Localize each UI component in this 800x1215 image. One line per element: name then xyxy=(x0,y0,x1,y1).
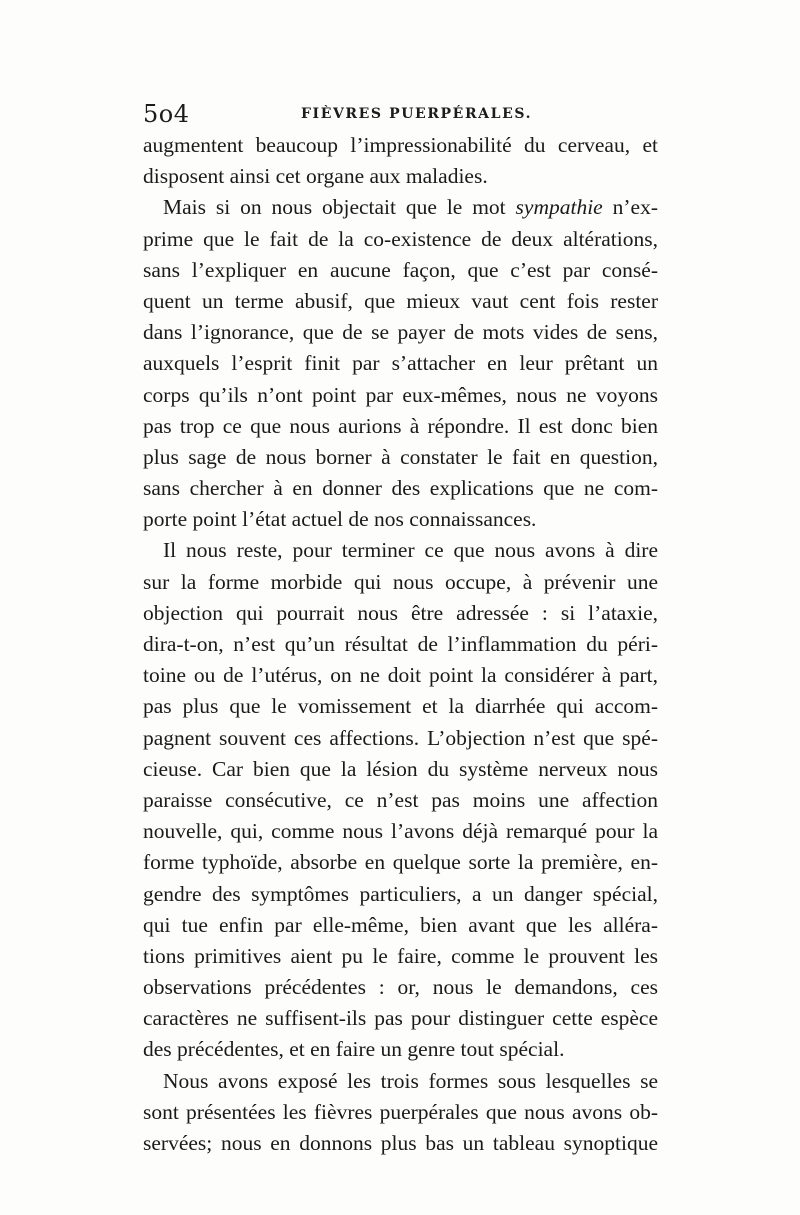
text-line: toine ou de l’utérus, on ne doit point la considérer à part, xyxy=(143,663,658,688)
text-line: Nous avons exposé les trois formes sous lesquelles se xyxy=(163,1068,658,1093)
running-head xyxy=(143,100,658,134)
text-line: objection qui pourrait nous être adressée : si l’ataxie, xyxy=(143,600,658,625)
text-line: qui tue enfin par elle-même, bien avant que les alléra- xyxy=(143,912,658,937)
page-number: 5o4 xyxy=(143,100,190,128)
text-line: auxquels l’esprit finit par s’attacher en leur prêtant un xyxy=(143,351,658,376)
text-line: prime que le fait de la co-existence de deux altérations, xyxy=(143,226,658,251)
text-line: dans l’ignorance, que de se payer de mots vides de sens, xyxy=(143,320,658,345)
text-line: plus sage de nous borner à constater le fait en question, xyxy=(143,444,658,469)
italic-word: sympathie xyxy=(515,195,603,220)
text-line: disposent ainsi cet organe aux maladies. xyxy=(143,164,488,189)
text-line: observations précédentes : or, nous le demandons, ces xyxy=(143,975,658,1000)
text-line: des précédentes, et en faire un genre tout spécial. xyxy=(143,1037,565,1062)
text-line: caractères ne suffisent-ils pas pour distinguer cette espèce xyxy=(143,1006,658,1031)
text-line: servées; nous en donnons plus bas un tableau synoptique xyxy=(143,1131,658,1155)
running-title: FIÈVRES PUERPÉRALES. xyxy=(301,106,533,122)
text-line: pas trop ce que nous aurions à répondre. Il est donc bien xyxy=(143,413,658,438)
text-segment: Mais si on nous objectait que le mot xyxy=(163,195,516,220)
text-line: tions primitives aient pu le faire, comme le prouvent les xyxy=(143,943,658,968)
text-line: Il nous reste, pour terminer ce que nous avons à dire xyxy=(163,538,658,563)
text-line: pas plus que le vomissement et la diarrhée qui accom- xyxy=(143,694,658,719)
text-line: sans chercher à en donner des explications que ne com- xyxy=(143,476,658,501)
text-line xyxy=(143,192,658,223)
text-line: sur la forme morbide qui nous occupe, à prévenir une xyxy=(143,569,658,594)
text-line: sans l’expliquer en aucune façon, que c’est par consé- xyxy=(143,257,658,282)
text-line: forme typhoïde, absorbe en quelque sorte la première, en- xyxy=(143,850,658,875)
text-line: porte point l’état actuel de nos connaissances. xyxy=(143,507,537,532)
text-line: quent un terme abusif, que mieux vaut cent fois rester xyxy=(143,288,658,313)
text-line: corps qu’ils n’ont point par eux-mêmes, nous ne voyons xyxy=(143,382,658,407)
body-text xyxy=(143,130,658,1159)
text-line: gendre des symptômes particuliers, a un danger spécial, xyxy=(143,881,658,906)
text-line: sont présentées les fièvres puerpérales que nous avons ob- xyxy=(143,1099,658,1124)
text-line: paraisse consécutive, ce n’est pas moins une affection xyxy=(143,787,658,812)
text-line: nouvelle, qui, comme nous l’avons déjà remarqué pour la xyxy=(143,819,658,844)
text-line: augmentent beaucoup l’impressionabilité du cerveau, et xyxy=(143,133,658,157)
text-line: pagnent souvent ces affections. L’objection n’est que spé- xyxy=(143,725,658,750)
text-line: dira-t-on, n’est qu’un résultat de l’inflammation du péri- xyxy=(143,632,658,656)
text-segment: n’ex- xyxy=(602,195,658,220)
text-line: cieuse. Car bien que la lésion du système nerveux nous xyxy=(143,756,658,781)
